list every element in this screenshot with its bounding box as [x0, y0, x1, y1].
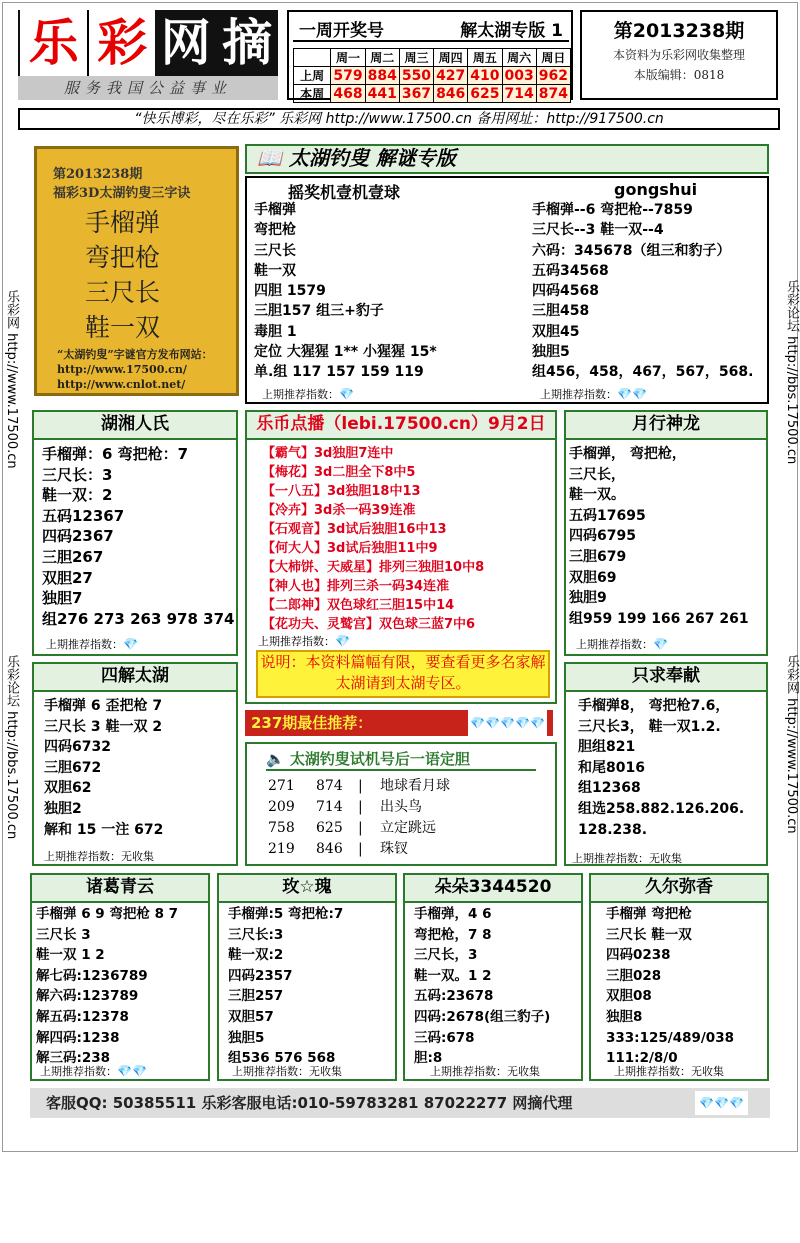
diamond-icon: 💎: [339, 387, 354, 401]
diamond-icon: 💎💎💎: [695, 1091, 748, 1115]
draw-results-box: [287, 10, 573, 100]
logo-char-4: 摘: [222, 14, 273, 72]
footer-bar: [30, 1088, 770, 1118]
taihu-poem-card: [34, 146, 239, 396]
day-header: 周五: [468, 49, 502, 67]
logo-char-2: 彩: [87, 10, 154, 76]
hunan-title: 湖湘人氏: [32, 410, 238, 440]
footer-contact[interactable]: 客服QQ: 50385511 乐彩客服电话:010-59783281 87022277 网摘代理: [46, 1094, 573, 1112]
side-left-top[interactable]: 乐彩网 http://www.17500.cn: [4, 290, 19, 469]
expert-lines: 手榴弹--6 弯把枪--7859 三尺长--3 鞋一双--4 六码：345678（组三和豹子） 五码34568 四码4568 三胆458 双胆45 独胆5 组456，458，467，567，568.: [532, 202, 754, 381]
riddle-words: [85, 205, 160, 345]
diamond-icon: 💎💎: [117, 1064, 147, 1078]
yuexing-lines: 手榴弹， 弯把枪， 三尺长， 鞋一双。 五码17695 四码6795 三胆679 双胆69 独胆9 组959 199 166 267 261: [569, 446, 749, 627]
draw-number: 884: [365, 67, 399, 85]
draw-number: 468: [331, 85, 365, 103]
recommend-index: 上期推荐指数：无收集: [614, 1065, 724, 1078]
day-header: 周二: [365, 49, 399, 67]
lecai-logo[interactable]: [18, 10, 278, 76]
diamond-icon: 💎💎: [617, 387, 647, 401]
speaker-icon: 🔈: [266, 750, 285, 768]
diamond-icon: 💎: [653, 637, 668, 651]
day-header: 周四: [434, 49, 468, 67]
day-header: 周六: [502, 49, 536, 67]
draw-number: 714: [502, 85, 536, 103]
expert-name: 摇奖机壹机壹球: [288, 183, 401, 202]
draw-results-table: [293, 48, 571, 103]
table-row: 271 874 | 地球看月球: [268, 778, 450, 794]
issue-box: [580, 10, 778, 100]
taihu-title: 📖 太湖钓叟 解谜专版: [245, 144, 769, 174]
recommend-index: 上期推荐指数：💎💎: [540, 387, 647, 401]
draw-number: 441: [365, 85, 399, 103]
sijie-title: 四解太湖: [32, 662, 238, 692]
site-note: “太湖钓叟”字谜官方发布网站：: [57, 348, 213, 361]
card-issue: 第2013238期: [53, 167, 143, 182]
draw-number: 550: [399, 67, 433, 85]
recommend-index: 上期推荐指数：无收集: [232, 1065, 342, 1078]
recommend-index: 上期推荐指数：💎💎: [40, 1064, 147, 1078]
draw-number: 579: [331, 67, 365, 85]
day-header: 周三: [399, 49, 433, 67]
draw-number: 367: [399, 85, 433, 103]
lebi-lines: 【霸气】3d独胆7连中 【梅花】3d二胆全下8中5 【一八五】3d独胆18中13 【冷卉】3d杀一码39连准 【石观音】3d试后独胆16中13 【何大人】3d试后独胆11中9 【大柿饼、天威星】排列三独胆10中8 【神人也】排列三杀一码34连准 【二郎神】双色球红三胆15中14 【花功夫、灵鹫宫】双色球三蓝7中6: [262, 446, 485, 632]
table-row: 209 714 | 出头鸟: [268, 799, 422, 815]
issue-note: 本资料为乐彩网收集整理: [612, 48, 745, 62]
diamond-icon: 💎💎💎💎💎: [468, 710, 547, 736]
row-label: 上周: [294, 67, 331, 85]
book-icon: 📖: [257, 146, 282, 170]
day-header: 周日: [536, 49, 570, 67]
riddle-word: 鞋一双: [85, 313, 161, 342]
recommend-index: 上期推荐指数：无收集: [44, 850, 154, 863]
draw-number: 962: [536, 67, 570, 85]
table-row: 758 625 | 立定跳远: [268, 820, 436, 836]
url-bar[interactable]: “快乐博彩，尽在乐彩” 乐彩网 http://www.17500.cn 备用网址：http://917500.cn: [18, 108, 780, 130]
diamond-icon: 💎: [123, 637, 138, 651]
zhiqiu-title: 只求奉献: [564, 662, 768, 692]
meigui-title: 玫☆瑰: [217, 873, 397, 903]
side-left-bottom[interactable]: 乐彩论坛 http://bbs.17500.cn: [4, 655, 19, 840]
expert-lines: 手榴弹 弯把枪 三尺长 鞋一双 四胆 1579 三胆157 组三+豹子 毒胆 1 定位 大猩猩 1** 小猩猩 15* 单.组 117 157 159 119: [254, 202, 437, 381]
best-recommend-bar: 237期最佳推荐： 💎💎💎💎💎: [245, 710, 553, 736]
site-link-2[interactable]: http://www.cnlot.net/: [57, 378, 186, 391]
riddle-word: 三尺长: [85, 278, 161, 307]
logo-char-3: 网: [160, 14, 211, 72]
draw-number: 874: [536, 85, 570, 103]
card-subtitle: 福彩3D太湖钓叟三字诀: [53, 186, 191, 201]
logo-char-1: 乐: [20, 10, 87, 76]
editor-note: 本版编辑：0818: [633, 68, 725, 82]
draw-number: 625: [468, 85, 502, 103]
zhiqiu-lines: 手榴弹8， 弯把枪7.6， 三尺长3， 鞋一双1.2. 胆组821 和尾8016 组12368 组选258.882.126.206. 128.238.: [578, 698, 745, 838]
jiuer-lines: 手榴弹 弯把枪 三尺长 鞋一双 四码0238 三胆028 双胆08 独胆8 333:125/489/038 111:2/8/0: [606, 906, 734, 1067]
zhuge-title: 诸葛青云: [30, 873, 210, 903]
riddle-word: 弯把枪: [85, 243, 161, 272]
recommend-index: 上期推荐指数：无收集: [430, 1065, 540, 1078]
riddle-word: 手榴弹: [85, 208, 161, 237]
hunan-lines: 手榴弹：6 弯把枪：7 三尺长：3 鞋一双：2 五码12367 四码2367 三胆267 双胆27 独胆7 组276 273 263 978 374: [42, 445, 235, 628]
notice-box: 说明：本资料篇幅有限，要查看更多名家解太湖请到太湖专区。: [256, 650, 550, 698]
draw-number: 846: [434, 85, 468, 103]
draw-number: 410: [468, 67, 502, 85]
recommend-index: 上期推荐指数：💎: [46, 637, 138, 651]
side-right-top[interactable]: 乐彩论坛 http://bbs.17500.cn: [784, 280, 799, 465]
recommend-index: 上期推荐指数：💎: [576, 637, 668, 651]
slogan: 服务我国公益事业: [18, 76, 278, 100]
recommend-index: 上期推荐指数：无收集: [572, 852, 682, 865]
recommend-index: 上期推荐指数：💎: [262, 387, 354, 401]
meigui-lines: 手榴弹:5 弯把枪:7 三尺长:3 鞋一双:2 四码2357 三胆257 双胆57 独胆5 组536 576 568: [228, 906, 344, 1067]
recommend-table: [268, 776, 450, 860]
recommend-subtitle: 🔈 太湖钓叟试机号后一语定胆: [266, 748, 536, 771]
duoduo-title: 朵朵3344520: [403, 873, 583, 903]
draw-number: 427: [434, 67, 468, 85]
draw-number: 003: [502, 67, 536, 85]
side-right-bottom[interactable]: 乐彩网 http://www.17500.cn: [784, 655, 799, 834]
zhuge-lines: 手榴弹 6 9 弯把枪 8 7 三尺长 3 鞋一双 1 2 解七码:1236789 解六码:123789 解五码:12378 解四码:1238 解三码:238: [36, 906, 179, 1067]
duoduo-lines: 手榴弹，4 6 弯把枪，7 8 三尺长，3 鞋一双。1 2 五码:23678 四码:2678(组三豹子) 三码:678 胆:8: [414, 906, 551, 1067]
diamond-icon: 💎: [335, 634, 350, 648]
expert-name: gongshui: [614, 180, 698, 199]
draw-results-header: [293, 16, 569, 42]
jiuer-title: 久尔弥香: [589, 873, 769, 903]
sijie-lines: 手榴弹 6 歪把枪 7 三尺长 3 鞋一双 2 四码6732 三胆672 双胆62 独胆2 解和 15 一注 672: [44, 698, 164, 838]
row-label: 本周: [294, 85, 331, 103]
day-header: 周一: [331, 49, 365, 67]
week-title: 一周开奖号: [299, 21, 384, 41]
issue-number: 第2013238期: [613, 20, 745, 42]
table-row: 219 846 | 珠钗: [268, 841, 408, 857]
yuexing-title: 月行神龙: [564, 410, 768, 440]
lebi-title[interactable]: 乐币点播（lebi.17500.cn）9月2日: [245, 410, 557, 440]
edition-label: 解太湖专版 1: [460, 21, 563, 41]
site-link-1[interactable]: http://www.17500.cn/: [57, 363, 187, 376]
recommend-index: 上期推荐指数：💎: [258, 634, 350, 648]
